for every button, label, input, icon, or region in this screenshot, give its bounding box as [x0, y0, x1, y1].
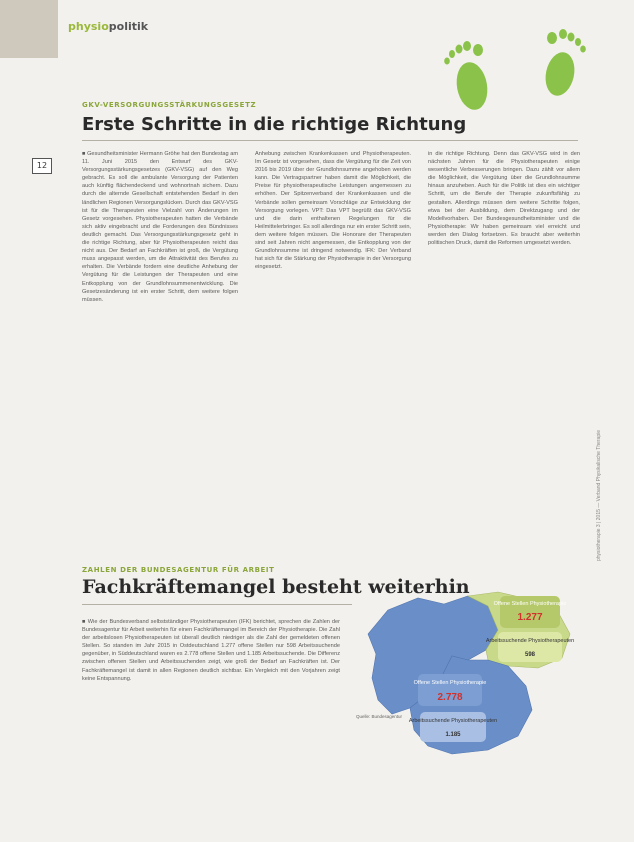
sidebar-vertical-text: physiotherapie 3 | 2015 — Verband Physikalische Therapie [596, 430, 602, 562]
article2-body: ■ Wie der Bundesverband selbstständiger Physiotherapeuten (IFK) berichtet, sprechen die Zahlen der Bundesagentur für Arbeit weiterhin für einen Fachkräftemangel im Bereich der Physiotherapie. Die Zahl der arbeitslosen Physiotherapeuten ist überall deutlich niedriger als die Zahl der gemeldeten offenen Stellen. So standen im Jahr 2015 in Ostdeutschland 1.277 offene Stellen nur 598 Arbeitssuchende gegenüber, in Süddeutschland waren es 2.778 offene Stellen und 1.185 Arbeitssuchende. Die Differenz zwischen offenen Stellen und Arbeitssuchenden zeigt, wie groß der Bedarf an Fachkräften ist. Der Fachkräftemangel ist damit in allen Regionen deutlich sichtbar. Ein Vergleich mit den Vorjahren zeigt keine Entspannung. [82, 619, 340, 682]
south-seekers-value: 1.185 [445, 732, 461, 738]
section-label-b: politik [108, 20, 149, 33]
article1-rule [82, 140, 578, 141]
article1-column-3-text: in die richtige Richtung. Denn das GKV-VSG wird in den nächsten Jahren für die Physiotherapeuten einige wesentliche Verbesserungen bringen. Dazu zählt vor allem die Möglichkeit, die Vergütung über die Grundlohnsumme hinaus anzuheben. Auch für die Politik ist dies ein wichtiger Schritt, um die Berufe der Therapie zukunftsfähig zu gestalten. Allerdings müssen dem weitere Schritte folgen, etwa bei der Ausbildung, dem Direktzugang und der Modellvorhaben. Der Bundesgesundheitsminister und die Physiotherapie: Wir haben gemeinsam viel erreicht und werden den Dialog fortsetzen. Es braucht aber weiterhin politischen Druck, damit die Reformen umgesetzt werden. [428, 151, 580, 247]
section-label [68, 20, 148, 33]
article1-column-2 [255, 150, 411, 542]
south-seekers-callout [409, 712, 497, 742]
article2-kicker: ZAHLEN DER BUNDESAGENTUR FÜR ARBEIT [82, 566, 275, 574]
corner-tab [0, 0, 58, 58]
footprints-icon [432, 8, 612, 128]
article1-column-1 [82, 150, 238, 542]
article1-column-1-text: ■ Gesundheitsminister Hermann Gröhe hat den Bundestag am 11. Juni 2015 den Entwurf des GKV-Versorgungsstärkungsgesetzes (GKV-VSG) auf den Weg gebracht. Es soll die ambulante Versorgung der Patienten auch künftig flächendeckend und wohnortnah sichern. Dazu durch die alternde Gesellschaft entstehenden Bedarf in den ländlichen Regionen Versorgungslücken. Durch das GKV-VSG ist für die Therapeuten eine Vielzahl von Änderungen im Gesetz vorgesehen. Physiotherapeuten hatten die Verbände sich aktiv eingebracht und die Forderungen des Bündnisses deutlich gemacht. Das Versorgungsstärkungsgesetz geht in die richtige Richtung, aber für Physiotherapeuten reicht das nicht aus. Der Bedarf an Fachkräften ist groß, die Vergütung muss angepasst werden, um die Attraktivität des Berufes zu erhalten. Die Verbände fordern eine deutliche Anhebung der Vergütung für die Leistungen der Therapeuten und eine Entkopplung von der Grundlohnsummenentwicklung. Die Gesetzesänderung ist ein erster Schritt, dem weitere folgen müssen. [82, 151, 238, 303]
south-open-callout [414, 674, 487, 706]
south-open-label: Offene Stellen Physiotherapie [413, 680, 487, 686]
south-open-value: 2.778 [437, 692, 463, 703]
article1-column-2-text: Anhebung zwischen Krankenkassen und Physiotherapeuten. Im Gesetz ist vorgesehen, dass die Vergütung für die Zeit von 2016 bis 2019 über der Grundlohnsumme angehoben werden kann. Die Vertragspartner haben damit die Möglichkeit, die Preise für physiotherapeutische Leistungen angemessen zu erhöhen. Der Spitzenverband der Krankenkassen und die Verbände sollen gemeinsam Vorschläge zur Entwicklung der Versorgung vorlegen. VPT: Das VPT begrüßt das GKV-VSG und die darin enthaltenen Regelungen für die Heilmittelerbringer. Es soll allerdings nur ein erster Schritt sein, dem weitere folgen müssen. Die Honorare der Therapeuten sind seit Jahren nicht angemessen, die Entkopplung von der Grundlohnsumme ist dringend notwendig. IFK: Der Verband hat sich für die Stärkung der Physiotherapie in der Versorgung eingesetzt. [255, 151, 411, 271]
article1-title: Erste Schritte in die richtige Richtung [82, 114, 467, 135]
north-open-label: Offene Stellen Physiotherapie [493, 601, 567, 607]
section-label-a: physio [68, 20, 109, 33]
page-number: 12 [32, 158, 52, 174]
north-seekers-label: Arbeitssuchende Physiotherapeuten [485, 638, 575, 644]
article2-title: Fachkräftemangel besteht weiterhin [82, 576, 470, 598]
map-source-note: Quelle: Bundesagentur [356, 714, 403, 719]
north-open-callout [494, 596, 567, 628]
article1-kicker: GKV-VERSORGUNGSSTÄRKUNGSGESETZ [82, 101, 257, 109]
south-seekers-label: Arbeitssuchende Physiotherapeuten [408, 718, 498, 724]
germany-map [348, 590, 580, 760]
north-open-value: 1.277 [517, 612, 543, 623]
article1-column-3 [428, 150, 580, 542]
article2-rule [82, 604, 352, 605]
north-seekers-callout [486, 632, 574, 662]
north-seekers-value: 598 [524, 652, 536, 658]
